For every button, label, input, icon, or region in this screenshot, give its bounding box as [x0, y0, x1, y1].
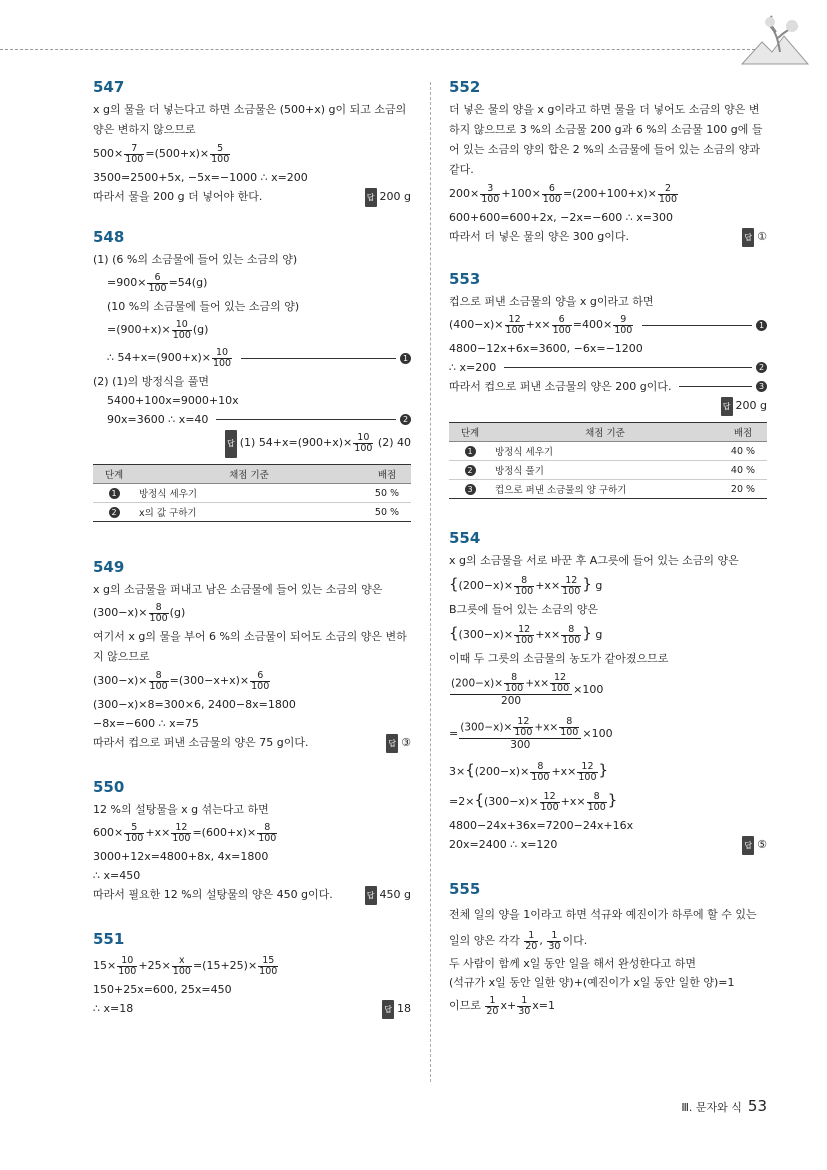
problem-number: 554 [449, 529, 481, 547]
problem-number: 551 [93, 930, 125, 948]
problem-number: 548 [93, 228, 125, 246]
equation: 3500=2500+5x, −5x=−1000 ∴ x=200 [93, 171, 308, 184]
equation: 500× $\frac{7}{100}$ =(500+x)× $\frac{5}{100}$ [93, 142, 230, 165]
problem-553: 553 컵으로 퍼낸 소금물의 양을 x g이라고 하면 (400−x)× $\frac{12}{100}$ +x× $\frac{6}{100}$ =400× $\frac{9}{100}$ 1 4800−12x+6x=3600, −6x=−1200 ∴ x=200 2 따라서 컵으로 퍼낸 소금물의 양은 200 g이다. 3 답 200 g 단계 채점 기준 배점 1 방정식 세우기 40 % 2 방정식 풀기 40 % 3 컵으로 퍼낸 소금물의 양 구하기 20 % [449, 270, 767, 499]
header-rule [0, 49, 760, 50]
answer: 답 18 [382, 999, 411, 1019]
answer: 답 (1) 54+x=(900+x)× $\frac{10}{100}$ (2) 40 [93, 429, 411, 458]
right-column [449, 78, 767, 1042]
left-column [93, 78, 411, 1040]
answer-badge: 답 [365, 188, 377, 207]
step-marker-1: 1 [400, 353, 411, 364]
problem-547 [93, 78, 411, 206]
scoring-table: 단계 채점 기준 배점 1 방정식 세우기 40 % 2 방정식 풀기 40 % 3 컵으로 퍼낸 소금물의 양 구하기 20 % [449, 422, 767, 499]
fraction: $\frac{7}{100}$ [125, 142, 144, 165]
answer: 답 ③ [386, 733, 411, 753]
table-row: 3 컵으로 퍼낸 소금물의 양 구하기 20 % [449, 480, 767, 499]
problem-551: 551 15× $\frac{10}{100}$ +25× $\frac{x}{100}$ =(15+25)× $\frac{15}{100}$ 150+25x=600, 25x=450 ∴ x=18 답 18 [93, 930, 411, 1018]
page-number: 53 [747, 1097, 767, 1115]
conclusion: 따라서 물을 200 g 더 넣어야 한다. 답 200 g [93, 187, 411, 206]
answer: 답 ⑤ [742, 835, 767, 855]
problem-number: 549 [93, 558, 125, 576]
problem-number: 550 [93, 778, 125, 796]
fraction: $\frac{5}{100}$ [211, 142, 230, 165]
problem-548: 548 (1) (6 %의 소금물에 들어 있는 소금의 양) =900× $\frac{6}{100}$ =54(g) (10 %의 소금물에 들어 있는 소금의 양) =(900+x)× $\frac{10}{100}$ (g) ∴ 54+x=(900+x)× $\frac{10}{100}$ 1 (2) (1)의 방정식을 풀면 5400+100x=9000+10x 90x=3600 ∴ x=40 2 답 (1) 54+x=(900+x)× $\frac{10}{100}$ (2) 40 단계 채점 기준 배점 1 방정식 세우기 50 % 2 x의 값 구하기 50 % [93, 228, 411, 522]
chapter-label: Ⅲ. 문자와 식 [681, 1101, 742, 1114]
column-divider [430, 82, 431, 1082]
intro-text: x g의 물을 더 넣는다고 하면 소금물은 (500+x) g이 되고 소금의 양은 변하지 않으므로 [93, 103, 407, 136]
scoring-table: 단계 채점 기준 배점 1 방정식 세우기 50 % 2 x의 값 구하기 50 % [93, 464, 411, 522]
problem-554: 554 x g의 소금물을 서로 바꾼 후 A그릇에 들어 있는 소금의 양은 {(200−x)× $\frac{8}{100}$ +x× $\frac{12}{100}$ } g B그릇에 들어 있는 소금의 양은 {(300−x)× $\frac{12}{100}$ +x× $\frac{8}{100}$ } g 이때 두 그릇의 소금물의 농도가 같아졌으므로 (200−x)× $\frac{8}{100}$ +x× $\frac{12}{100}$ 200 ×100 = (300−x)× $\frac{12}{100}$ +x× $\frac{8}{100}$ 300 ×100 3×{(200−x)× $\frac{8}{100}$ +x× $\frac{12}{100}$ } =2×{(300−x)× $\frac{12}{100}$ +x× $\frac{8}{100}$ } 4800−24x+36x=7200−24x+16x 20x=2400 ∴ x=120 답 ⑤ [449, 529, 767, 854]
table-row: 1 방정식 세우기 40 % [449, 442, 767, 461]
answer: 답 200 g [449, 396, 767, 416]
answer: 답 450 g [365, 885, 411, 905]
problem-550: 550 12 %의 설탕물을 x g 섞는다고 하면 600× $\frac{5}{100}$ +x× $\frac{12}{100}$ =(600+x)× $\frac{8}{100}$ 3000+12x=4800+8x, 4x=1800 ∴ x=450 따라서 필요한 12 %의 설탕물의 양은 450 g이다. 답 450 g [93, 778, 411, 904]
answer: 답 ① [742, 227, 767, 247]
problem-number: 553 [449, 270, 481, 288]
table-row: 2 방정식 풀기 40 % [449, 461, 767, 480]
mountain-tree-icon [740, 12, 810, 72]
step-marker-2: 2 [400, 414, 411, 425]
problem-number: 555 [449, 880, 481, 898]
page-footer [681, 1097, 767, 1115]
problem-number: 547 [93, 78, 125, 96]
answer: 답 200 g [365, 187, 411, 207]
problem-555: 555 전체 일의 양을 1이라고 하면 석규와 예진이가 하루에 할 수 있는 일의 양은 각각 $\frac{1}{20}$ , $\frac{1}{30}$ 이다. 두 사람이 함께 x일 동안 일을 해서 완성한다고 하면 (석규가 x일 동안 일한 양)+(예진이가 x일 동안 일한 양)=1 이므로 $\frac{1}{20}$ x+ $\frac{1}{30}$ x=1 [449, 880, 767, 1020]
table-row: 1 방정식 세우기 50 % [93, 484, 411, 503]
problem-549: 549 x g의 소금물을 퍼내고 남은 소금물에 들어 있는 소금의 양은 (300−x)× $\frac{8}{100}$ (g) 여기서 x g의 물을 부어 6 %의 소금물이 되어도 소금의 양은 변하지 않으므로 (300−x)× $\frac{8}{100}$ =(300−x+x)× $\frac{6}{100}$ (300−x)×8=300×6, 2400−8x=1800 −8x=−600 ∴ x=75 따라서 컵으로 퍼낸 소금물의 양은 75 g이다. 답 ③ [93, 558, 411, 752]
table-row: 2 x의 값 구하기 50 % [93, 503, 411, 522]
problem-number: 552 [449, 78, 481, 96]
problem-552: 552 더 넣은 물의 양을 x g이라고 하면 물을 더 넣어도 소금의 양은 변하지 않으므로 3 %의 소금물 200 g과 6 %의 소금물 100 g에 들어 있는 소금의 양의 합은 2 %의 소금물에 들어 있는 소금의 양과 같다. 200× $\frac{3}{100}$ +100× $\frac{6}{100}$ =(200+100+x)× $\frac{2}{100}$ 600+600=600+2x, −2x=−600 ∴ x=300 따라서 더 넣은 물의 양은 300 g이다. 답 ① [449, 78, 767, 246]
